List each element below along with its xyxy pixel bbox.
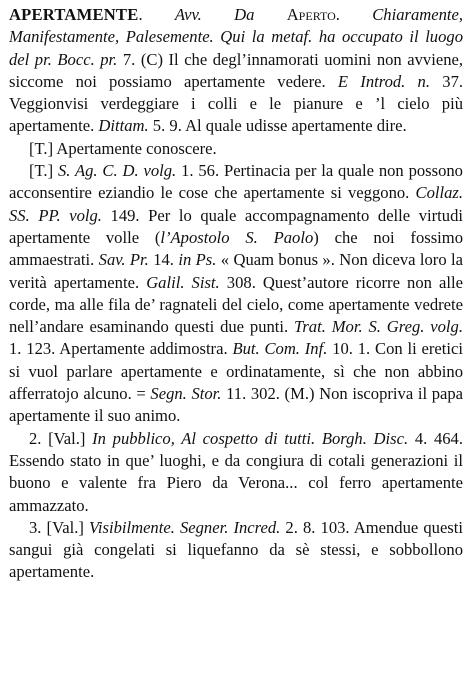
citation-source: Qui la metaf. ha occupato il luogo del pr. Bocc. pr. [9, 27, 463, 69]
citation-text: 2. 8. 103. Amendue questi sangui già congelati si liquefanno da sè stessi, e sobbollono apertamente. [9, 517, 463, 582]
entry-definition-paragraph: APERTAMENTE. Avv. Da Aperto. Chiaramente, Manifestamente, Palesemente. Qui la metaf. ha occupato il luogo del pr. Bocc. pr. 7. (C) Il che degl’innamorati uomini non avviene, siccome noi possiamo apertamente vedere. E Introd. n. 37. Veggionvisi verdeggiare i colli e le pianure e ’l cielo più apertamente. Dittam. 5. 9. Al quale udisse apertamente dire. [9, 5, 464, 136]
entry-subsense-paragraph [9, 160, 463, 428]
sense-gloss: In pubblico, Al cospetto di tutti. [92, 428, 316, 448]
citation-source: Segner. Incred. [179, 517, 281, 537]
subsense-marker: [T.] [29, 161, 54, 181]
part-of-speech: Avv. [174, 5, 202, 24]
citation-source: Dittam. [98, 116, 149, 136]
citation-source: Segn. Stor. [150, 384, 222, 404]
citation-text: 37. Veggionvisi verdeggiare i colli e le pianure e ’l cielo più apertamente. [9, 71, 464, 136]
citation-source: But. Com. Inf. [232, 339, 328, 359]
citation-text: 308. Quest’autore ricorre non alle corde, ma alle fila de’ ragnateli del cielo, come apertamente vedrete nell’andare esaminando questi due punti. [9, 272, 463, 337]
citation-source: S. Ag. C. D. volg. [57, 161, 177, 181]
sense-number: 3. [Val.] [29, 517, 84, 537]
citation-text: 1. 56. Pertinacia per la quale non possono acconsentire eziandio le cose che apertamente si veggono. [9, 161, 463, 203]
etymology-source: Aperto [286, 5, 336, 24]
etymology-prefix: Da [234, 5, 255, 24]
entry-sense-paragraph [9, 517, 463, 584]
subsense-text: [T.] Apertamente conoscere. [29, 138, 217, 158]
citation-text: 10. 1. Con li eretici si vuol parlare apertamente e ordinatamente, sì che non abbino afferratojo alcuno. = [9, 339, 463, 404]
citation-source: E Introd. n. [337, 71, 431, 91]
citation-text: 149. Per lo quale accompagnamento delle virtudi apertamente volle ( [9, 205, 463, 247]
citation-text: 14. [153, 250, 174, 270]
entry-sense-paragraph [9, 428, 463, 517]
gloss: Chiaramente, Manifestamente, Palesemente. [9, 5, 464, 47]
citation-gloss: l’Apostolo S. Paolo [160, 227, 314, 247]
citation-text: 7. (C) Il che degl’innamorati uomini non avviene, siccome noi possiamo apertamente vedere. [9, 49, 463, 91]
citation-source: Borgh. Disc. [321, 428, 409, 448]
citation-source: Collaz. SS. PP. volg. [9, 183, 463, 225]
citation-text: ) che noi fossimo ammaestrati. [9, 227, 463, 270]
citation-text: 1. 123. Apertamente addimostra. [9, 339, 228, 359]
citation-source: Sav. Pr. [98, 250, 149, 270]
sense-gloss: Visibilmente. [88, 517, 175, 537]
citation-source: Galil. Sist. [146, 272, 220, 292]
headword: APERTAMENTE [9, 5, 139, 24]
citation-text: 11. 302. (M.) Non iscopriva il papa apertamente il suo animo. [9, 384, 464, 426]
citation-text: « Quam bonus ». Non diceva loro la verità apertamente. [9, 250, 463, 292]
sense-number: 2. [Val.] [29, 428, 86, 448]
citation-text: 4. 464. Essendo stato in que’ luoghi, e da congiura di cotali generazioni il buono e valente fra Piero da Verona... col ferro apertamente ammazzato. [9, 428, 463, 515]
entry-subsense-paragraph [9, 138, 463, 160]
citation-source: in Ps. [178, 250, 217, 270]
citation-text: 5. 9. Al quale udisse apertamente dire. [152, 116, 407, 136]
citation-source: Trat. Mor. S. Greg. volg. [294, 317, 463, 337]
